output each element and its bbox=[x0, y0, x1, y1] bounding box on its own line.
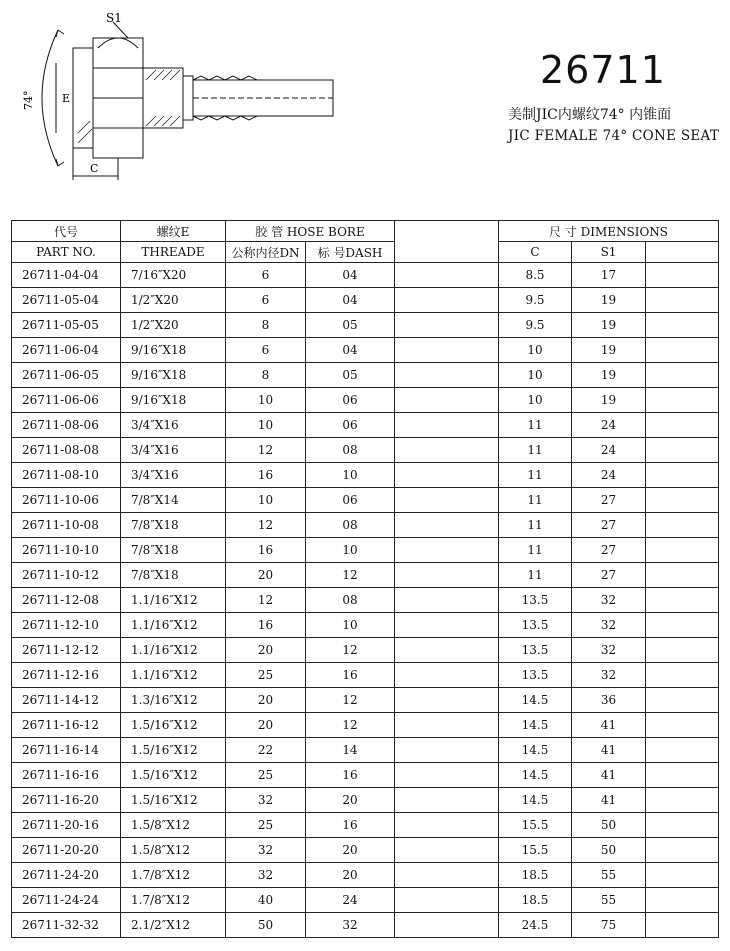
cell-c: 11 bbox=[499, 488, 572, 513]
cell-thread: 1.5/8″X12 bbox=[121, 813, 226, 838]
cell-dn: 32 bbox=[226, 838, 306, 863]
table-row bbox=[12, 913, 719, 938]
cell-thread: 1.3/16″X12 bbox=[121, 688, 226, 713]
spec-table bbox=[11, 220, 719, 938]
cell-c: 13.5 bbox=[499, 663, 572, 688]
fitting-drawing bbox=[18, 8, 338, 188]
cell-dn: 25 bbox=[226, 813, 306, 838]
table-row bbox=[12, 463, 719, 488]
cell-part: 26711-08-08 bbox=[12, 438, 121, 463]
cell-empty bbox=[395, 288, 499, 313]
cell-empty bbox=[395, 688, 499, 713]
cell-dash: 12 bbox=[306, 688, 395, 713]
cell-empty bbox=[646, 638, 719, 663]
cell-c: 8.5 bbox=[499, 263, 572, 288]
table-row bbox=[12, 763, 719, 788]
table-row bbox=[12, 438, 719, 463]
cell-part: 26711-20-16 bbox=[12, 813, 121, 838]
header-thread-cn: 螺纹E bbox=[121, 221, 226, 242]
cell-s1: 19 bbox=[572, 313, 646, 338]
cell-empty bbox=[395, 488, 499, 513]
cell-empty bbox=[646, 913, 719, 938]
cell-empty bbox=[646, 888, 719, 913]
cell-dn: 10 bbox=[226, 488, 306, 513]
cell-dash: 12 bbox=[306, 563, 395, 588]
cell-empty bbox=[395, 513, 499, 538]
cell-part: 26711-05-04 bbox=[12, 288, 121, 313]
cell-s1: 50 bbox=[572, 838, 646, 863]
cell-part: 26711-10-12 bbox=[12, 563, 121, 588]
cell-empty bbox=[646, 313, 719, 338]
cell-empty bbox=[395, 913, 499, 938]
cell-part: 26711-08-10 bbox=[12, 463, 121, 488]
cell-thread: 1.1/16″X12 bbox=[121, 638, 226, 663]
cell-s1: 75 bbox=[572, 913, 646, 938]
cell-c: 14.5 bbox=[499, 763, 572, 788]
table-row bbox=[12, 738, 719, 763]
cell-dn: 16 bbox=[226, 613, 306, 638]
cell-part: 26711-16-14 bbox=[12, 738, 121, 763]
cell-s1: 50 bbox=[572, 813, 646, 838]
header-dn: 公称内径DN bbox=[226, 242, 306, 263]
cell-thread: 9/16″X18 bbox=[121, 363, 226, 388]
table-row bbox=[12, 563, 719, 588]
cell-dash: 06 bbox=[306, 413, 395, 438]
cell-part: 26711-08-06 bbox=[12, 413, 121, 438]
cell-empty bbox=[646, 388, 719, 413]
cell-s1: 32 bbox=[572, 613, 646, 638]
cell-empty bbox=[646, 413, 719, 438]
cell-part: 26711-24-24 bbox=[12, 888, 121, 913]
cell-thread: 1.5/16″X12 bbox=[121, 713, 226, 738]
cell-part: 26711-06-05 bbox=[12, 363, 121, 388]
cell-thread: 1.7/8″X12 bbox=[121, 888, 226, 913]
cell-empty bbox=[395, 363, 499, 388]
cell-empty bbox=[646, 788, 719, 813]
cell-c: 14.5 bbox=[499, 738, 572, 763]
cell-empty bbox=[646, 538, 719, 563]
cell-c: 9.5 bbox=[499, 288, 572, 313]
cell-s1: 41 bbox=[572, 763, 646, 788]
cell-s1: 27 bbox=[572, 538, 646, 563]
cell-s1: 55 bbox=[572, 863, 646, 888]
cell-empty bbox=[646, 713, 719, 738]
cell-thread: 1.1/16″X12 bbox=[121, 613, 226, 638]
cell-s1: 41 bbox=[572, 788, 646, 813]
cell-part: 26711-06-04 bbox=[12, 338, 121, 363]
nut-face bbox=[73, 48, 93, 148]
cell-empty bbox=[395, 788, 499, 813]
cell-empty bbox=[646, 263, 719, 288]
cell-thread: 1/2″X20 bbox=[121, 313, 226, 338]
cell-empty bbox=[395, 613, 499, 638]
cell-dn: 50 bbox=[226, 913, 306, 938]
cell-empty bbox=[646, 488, 719, 513]
cell-c: 9.5 bbox=[499, 313, 572, 338]
cell-c: 11 bbox=[499, 438, 572, 463]
cell-empty bbox=[646, 763, 719, 788]
cell-empty bbox=[646, 563, 719, 588]
label-s1: S1 bbox=[106, 11, 122, 25]
cell-s1: 27 bbox=[572, 513, 646, 538]
cell-c: 10 bbox=[499, 388, 572, 413]
cell-c: 14.5 bbox=[499, 688, 572, 713]
cell-c: 10 bbox=[499, 363, 572, 388]
cell-part: 26711-20-20 bbox=[12, 838, 121, 863]
title-chinese: 美制JIC内螺纹74° 内锥面 bbox=[508, 107, 672, 123]
cell-dash: 20 bbox=[306, 863, 395, 888]
cell-dash: 08 bbox=[306, 438, 395, 463]
cell-thread: 2.1/2″X12 bbox=[121, 913, 226, 938]
table-row bbox=[12, 888, 719, 913]
cell-empty bbox=[395, 388, 499, 413]
table-row bbox=[12, 713, 719, 738]
cell-empty bbox=[395, 888, 499, 913]
cell-dash: 04 bbox=[306, 263, 395, 288]
cell-thread: 1.1/16″X12 bbox=[121, 588, 226, 613]
cell-dn: 6 bbox=[226, 288, 306, 313]
table-row bbox=[12, 663, 719, 688]
cell-s1: 19 bbox=[572, 363, 646, 388]
table-row bbox=[12, 313, 719, 338]
table-row bbox=[12, 488, 719, 513]
cell-dn: 32 bbox=[226, 788, 306, 813]
header-thread-en: THREADE bbox=[121, 242, 226, 263]
table-row bbox=[12, 638, 719, 663]
cell-dn: 22 bbox=[226, 738, 306, 763]
cell-s1: 41 bbox=[572, 738, 646, 763]
cell-dn: 32 bbox=[226, 863, 306, 888]
cell-s1: 24 bbox=[572, 463, 646, 488]
cell-dn: 6 bbox=[226, 263, 306, 288]
cell-dn: 16 bbox=[226, 463, 306, 488]
cell-thread: 1.5/16″X12 bbox=[121, 763, 226, 788]
cell-empty bbox=[646, 338, 719, 363]
cell-empty bbox=[646, 588, 719, 613]
cell-dn: 20 bbox=[226, 638, 306, 663]
cell-dn: 12 bbox=[226, 438, 306, 463]
cell-dn: 12 bbox=[226, 588, 306, 613]
cell-part: 26711-10-08 bbox=[12, 513, 121, 538]
cell-s1: 27 bbox=[572, 563, 646, 588]
header-blank bbox=[646, 242, 719, 263]
cell-dash: 20 bbox=[306, 838, 395, 863]
cell-c: 11 bbox=[499, 563, 572, 588]
cell-dn: 25 bbox=[226, 663, 306, 688]
cell-s1: 19 bbox=[572, 338, 646, 363]
cell-s1: 41 bbox=[572, 713, 646, 738]
cell-dn: 8 bbox=[226, 313, 306, 338]
cell-part: 26711-16-12 bbox=[12, 713, 121, 738]
cell-thread: 1.1/16″X12 bbox=[121, 663, 226, 688]
title-english: JIC FEMALE 74° CONE SEAT bbox=[508, 128, 720, 144]
cell-empty bbox=[646, 838, 719, 863]
cell-dash: 04 bbox=[306, 288, 395, 313]
cell-part: 26711-24-20 bbox=[12, 863, 121, 888]
header-part-cn: 代号 bbox=[12, 221, 121, 242]
cell-part: 26711-10-06 bbox=[12, 488, 121, 513]
header-hose-bore: 胶 管 HOSE BORE bbox=[226, 221, 395, 242]
cell-s1: 32 bbox=[572, 638, 646, 663]
header-s1: S1 bbox=[572, 242, 646, 263]
cell-thread: 1.7/8″X12 bbox=[121, 863, 226, 888]
cell-dash: 16 bbox=[306, 663, 395, 688]
table-row bbox=[12, 388, 719, 413]
cell-empty bbox=[646, 513, 719, 538]
label-e: E bbox=[62, 92, 71, 105]
cell-dash: 06 bbox=[306, 488, 395, 513]
table-row bbox=[12, 538, 719, 563]
table-row bbox=[12, 813, 719, 838]
cell-dash: 24 bbox=[306, 888, 395, 913]
cell-empty bbox=[395, 838, 499, 863]
cell-part: 26711-05-05 bbox=[12, 313, 121, 338]
cell-thread: 9/16″X18 bbox=[121, 388, 226, 413]
cell-dash: 05 bbox=[306, 363, 395, 388]
cell-dash: 08 bbox=[306, 513, 395, 538]
cell-dash: 16 bbox=[306, 763, 395, 788]
cell-thread: 7/8″X18 bbox=[121, 563, 226, 588]
cell-empty bbox=[646, 463, 719, 488]
cell-part: 26711-06-06 bbox=[12, 388, 121, 413]
cell-empty bbox=[395, 413, 499, 438]
cell-part: 26711-16-16 bbox=[12, 763, 121, 788]
cell-dn: 10 bbox=[226, 413, 306, 438]
cell-c: 14.5 bbox=[499, 713, 572, 738]
cell-dash: 14 bbox=[306, 738, 395, 763]
cell-dash: 10 bbox=[306, 538, 395, 563]
cell-s1: 17 bbox=[572, 263, 646, 288]
cell-dn: 16 bbox=[226, 538, 306, 563]
table-row bbox=[12, 288, 719, 313]
cell-dash: 20 bbox=[306, 788, 395, 813]
cell-thread: 1.5/8″X12 bbox=[121, 838, 226, 863]
cell-empty bbox=[395, 313, 499, 338]
cell-thread: 7/8″X14 bbox=[121, 488, 226, 513]
cell-dash: 12 bbox=[306, 638, 395, 663]
cell-dash: 06 bbox=[306, 388, 395, 413]
cell-dn: 20 bbox=[226, 713, 306, 738]
cell-c: 13.5 bbox=[499, 613, 572, 638]
table-row bbox=[12, 613, 719, 638]
cell-thread: 7/8″X18 bbox=[121, 538, 226, 563]
cell-c: 11 bbox=[499, 538, 572, 563]
cell-c: 15.5 bbox=[499, 838, 572, 863]
cell-c: 18.5 bbox=[499, 863, 572, 888]
label-c: C bbox=[90, 162, 99, 175]
cell-empty bbox=[395, 813, 499, 838]
header-dimensions: 尺 寸 DIMENSIONS bbox=[499, 221, 719, 242]
table-row bbox=[12, 788, 719, 813]
table-row bbox=[12, 338, 719, 363]
cell-s1: 27 bbox=[572, 488, 646, 513]
cell-thread: 7/16″X20 bbox=[121, 263, 226, 288]
cell-empty bbox=[646, 363, 719, 388]
table-row bbox=[12, 588, 719, 613]
cell-empty bbox=[395, 588, 499, 613]
cell-thread: 3/4″X16 bbox=[121, 438, 226, 463]
cell-dash: 16 bbox=[306, 813, 395, 838]
cell-dash: 10 bbox=[306, 613, 395, 638]
cell-part: 26711-32-32 bbox=[12, 913, 121, 938]
cell-s1: 24 bbox=[572, 413, 646, 438]
cell-c: 13.5 bbox=[499, 638, 572, 663]
cell-s1: 32 bbox=[572, 663, 646, 688]
table-row bbox=[12, 363, 719, 388]
cell-empty bbox=[395, 863, 499, 888]
table-row bbox=[12, 688, 719, 713]
cell-dash: 04 bbox=[306, 338, 395, 363]
cell-s1: 32 bbox=[572, 588, 646, 613]
cell-dn: 10 bbox=[226, 388, 306, 413]
cell-c: 10 bbox=[499, 338, 572, 363]
cell-c: 24.5 bbox=[499, 913, 572, 938]
cell-empty bbox=[646, 688, 719, 713]
cell-s1: 19 bbox=[572, 288, 646, 313]
cell-dn: 6 bbox=[226, 338, 306, 363]
cell-empty bbox=[646, 438, 719, 463]
cell-dn: 12 bbox=[226, 513, 306, 538]
cell-part: 26711-14-12 bbox=[12, 688, 121, 713]
cell-thread: 3/4″X16 bbox=[121, 463, 226, 488]
cell-empty bbox=[395, 738, 499, 763]
cell-empty bbox=[646, 738, 719, 763]
cell-s1: 55 bbox=[572, 888, 646, 913]
cell-c: 11 bbox=[499, 413, 572, 438]
cell-dn: 20 bbox=[226, 688, 306, 713]
cell-thread: 1.5/16″X12 bbox=[121, 738, 226, 763]
cell-empty bbox=[395, 438, 499, 463]
cell-dn: 8 bbox=[226, 363, 306, 388]
cell-s1: 36 bbox=[572, 688, 646, 713]
cell-thread: 1/2″X20 bbox=[121, 288, 226, 313]
cell-empty bbox=[395, 338, 499, 363]
cell-empty bbox=[395, 263, 499, 288]
cell-part: 26711-04-04 bbox=[12, 263, 121, 288]
cell-s1: 24 bbox=[572, 438, 646, 463]
cell-thread: 1.5/16″X12 bbox=[121, 788, 226, 813]
cell-part: 26711-12-10 bbox=[12, 613, 121, 638]
cell-part: 26711-12-16 bbox=[12, 663, 121, 688]
cell-empty bbox=[646, 863, 719, 888]
header-c: C bbox=[499, 242, 572, 263]
cell-c: 11 bbox=[499, 513, 572, 538]
table-row bbox=[12, 263, 719, 288]
cell-empty bbox=[395, 663, 499, 688]
cell-dash: 05 bbox=[306, 313, 395, 338]
header-dash: 标 号DASH bbox=[306, 242, 395, 263]
cell-dash: 10 bbox=[306, 463, 395, 488]
table-row bbox=[12, 513, 719, 538]
cell-dn: 25 bbox=[226, 763, 306, 788]
cell-dn: 40 bbox=[226, 888, 306, 913]
cell-dash: 32 bbox=[306, 913, 395, 938]
cell-thread: 7/8″X18 bbox=[121, 513, 226, 538]
table-row bbox=[12, 838, 719, 863]
cell-part: 26711-12-08 bbox=[12, 588, 121, 613]
cell-empty bbox=[646, 813, 719, 838]
cell-part: 26711-16-20 bbox=[12, 788, 121, 813]
cell-dash: 12 bbox=[306, 713, 395, 738]
cell-c: 18.5 bbox=[499, 888, 572, 913]
cell-dn: 20 bbox=[226, 563, 306, 588]
cell-c: 14.5 bbox=[499, 788, 572, 813]
cell-empty bbox=[395, 563, 499, 588]
cell-empty bbox=[646, 613, 719, 638]
cell-thread: 9/16″X18 bbox=[121, 338, 226, 363]
cell-part: 26711-12-12 bbox=[12, 638, 121, 663]
cell-part: 26711-10-10 bbox=[12, 538, 121, 563]
cell-c: 11 bbox=[499, 463, 572, 488]
header-part-en: PART NO. bbox=[12, 242, 121, 263]
table-row bbox=[12, 413, 719, 438]
label-angle: 74° bbox=[22, 90, 35, 110]
cell-empty bbox=[395, 638, 499, 663]
cell-empty bbox=[395, 763, 499, 788]
cell-thread: 3/4″X16 bbox=[121, 413, 226, 438]
table-row bbox=[12, 863, 719, 888]
cell-empty bbox=[395, 463, 499, 488]
cell-empty bbox=[646, 288, 719, 313]
part-series-number: 26711 bbox=[540, 48, 666, 92]
cell-s1: 19 bbox=[572, 388, 646, 413]
cell-empty bbox=[395, 538, 499, 563]
cell-c: 15.5 bbox=[499, 813, 572, 838]
cell-empty bbox=[395, 713, 499, 738]
cell-empty bbox=[646, 663, 719, 688]
header-gap bbox=[395, 221, 499, 263]
cell-dash: 08 bbox=[306, 588, 395, 613]
cell-c: 13.5 bbox=[499, 588, 572, 613]
